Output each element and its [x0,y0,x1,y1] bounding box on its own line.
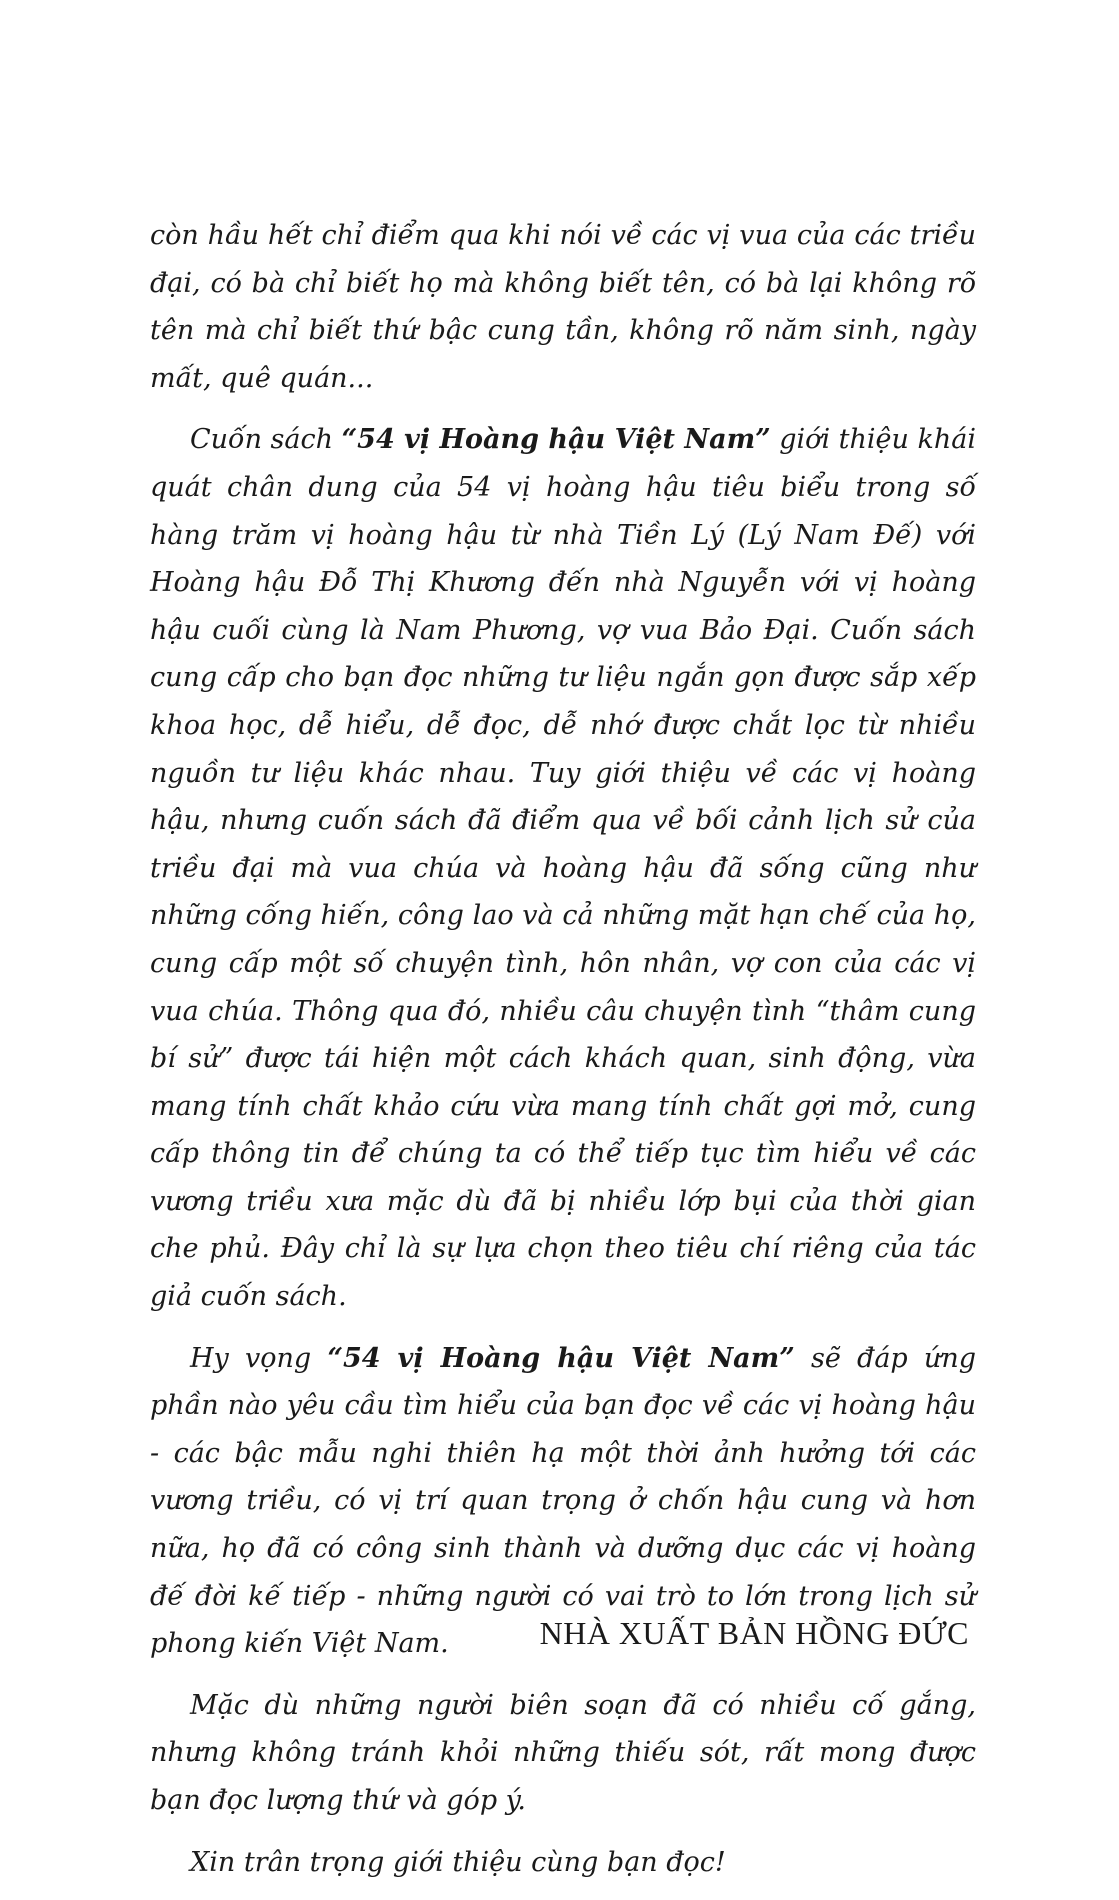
paragraph-3-text: sẽ đáp ứng phần nào yêu cầu tìm hiểu của bạn đọc về các vị hoàng hậu - các bậc mẫu nghi thiên hạ một thời ảnh hưởng tới các vương triều, có vị trí quan trọng ở chốn hậu cung và hơn nữa, họ đã có công sinh thành và dưỡng dục các vị hoàng đế đời kế tiếp - những người có vai trò to lớn trong lịch sử phong kiến Việt Nam. [150,1342,977,1660]
paragraph-2-lead: Cuốn sách [190,424,342,456]
paragraph-book-description [150,416,976,1320]
paragraph-4-text: Mặc dù những người biên soạn đã có nhiều cố gắng, nhưng không tránh khỏi những thiếu sót, rất mong được bạn đọc lượng thứ và góp ý. [150,1689,976,1816]
paragraph-3-lead: Hy vọng [190,1342,328,1374]
paragraph-apology [150,1682,976,1825]
book-title: “54 vị Hoàng hậu Việt Nam” [327,1342,795,1374]
paragraph-continuation [150,212,976,402]
paragraph-1-text: còn hầu hết chỉ điểm qua khi nói về các vị vua của các triều đại, có bà chỉ biết họ mà không biết tên, có bà lại không rõ tên mà chỉ biết thứ bậc cung tần, không rõ năm sinh, ngày mất, quê quán... [150,220,976,394]
paragraph-2-text: giới thiệu khái quát chân dung của 54 vị hoàng hậu tiêu biểu trong số hàng trăm vị hoàng hậu từ nhà Tiền Lý (Lý Nam Đế) với Hoàng hậu Đỗ Thị Khương đến nhà Nguyễn với vị hoàng hậu cuối cùng là Nam Phương, vợ vua Bảo Đại. Cuốn sách cung cấp cho bạn đọc những tư liệu ngắn gọn được sắp xếp khoa học, dễ hiểu, dễ đọc, dễ nhớ được chắt lọc từ nhiều nguồn tư liệu khác nhau. Tuy giới thiệu về các vị hoàng hậu, nhưng cuốn sách đã điểm qua về bối cảnh lịch sử của triều đại mà vua chúa và hoàng hậu đã sống cũng như những cống hiến, công lao và cả những mặt hạn chế của họ, cung cấp một số chuyện tình, hôn nhân, vợ con của các vị vua chúa. Thông qua đó, nhiều câu chuyện tình “thâm cung bí sử” được tái hiện một cách khách quan, sinh động, vừa mang tính chất khảo cứu vừa mang tính chất gợi mở, cung cấp thông tin để chúng ta có thể tiếp tục tìm hiểu về các vương triều xưa mặc dù đã bị nhiều lớp bụi của thời gian che phủ. Đây chỉ là sự lựa chọn theo tiêu chí riêng của tác giả cuốn sách. [150,424,976,1313]
book-title: “54 vị Hoàng hậu Việt Nam” [341,424,771,456]
paragraph-closing [150,1839,976,1887]
publisher-signature: NHÀ XUẤT BẢN HỒNG ĐỨC [539,1615,969,1651]
paragraph-5-text: Xin trân trọng giới thiệu cùng bạn đọc! [190,1846,726,1878]
